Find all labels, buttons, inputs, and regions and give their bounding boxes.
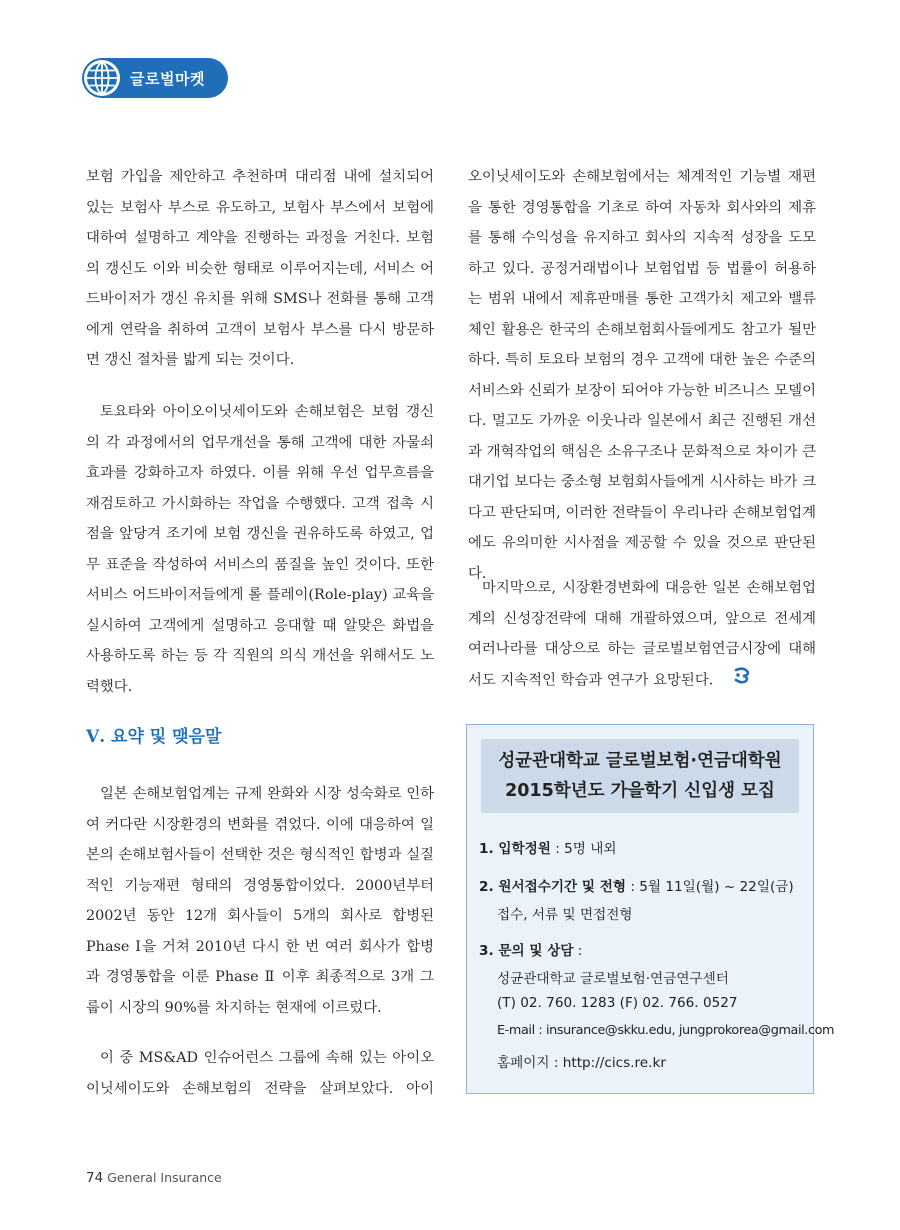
paragraph: 일본 손해보험업계는 규제 완화와 시장 성숙화로 인하여 커다란 시장환경의 변화를 겪었다. 이에 대응하여 일본의 손해보험사들이 선택한 것은 형식적인 합병과 실질적인 기능재편 형태의 경영통합이었다. 2000년부터 2002년 동안 12개 회사들이 5개의 회사로 합병된 Phase Ⅰ을 거쳐 2010년 다시 한 번 여러 회사가 합병과 경영통합을 이룬 Phase Ⅱ 이후 최종적으로 3개 그룹이 시장의 90%를 차지하는 현재에 이르렀다. [86, 786, 434, 1016]
paragraph: 토요타와 아이오이닛세이도와 손해보험은 보험 갱신의 각 과정에서의 업무개선을 통해 고객에 대한 자물쇠 효과를 강화하고자 하였다. 이를 위해 우선 업무흐름을 재검토하고 가시화하는 작업을 수행했다. 고객 접촉 시점을 앞당겨 조기에 보험 갱신을 권유하도록 하였고, 업무 표준을 작성하여 서비스의 품질을 높인 것이다. 또한 서비스 어드바이저들에게 롤 플레이(Role-play) 교육을 실시하여 고객에게 설명하고 응대할 때 알맞은 화법을 사용하도록 하는 등 각 직원의 의식 개선을 위해서도 노력했다. [86, 404, 434, 695]
paragraph: 이 중 MS&AD 인슈어런스 그룹에 속해 있는 아이오이닛세이도와 손해보험의 전략을 살펴보았다. 아이 [86, 1050, 434, 1097]
admission-notice-box [466, 724, 835, 1094]
paragraph-text: 마지막으로, 시장환경변화에 대응한 일본 손해보험업계의 신성장전략에 대해 개괄하였으며, 앞으로 전세계 여러나라를 대상으로 하는 글로벌보험연금시장에 대해서도 지속적인 학습과 연구가 요망된다. [468, 580, 816, 688]
notice-item-sub: 접수, 서류 및 면접전형 [497, 907, 633, 923]
end-mark-icon [719, 665, 753, 696]
section-badge-label: 글로벌마켓 [130, 69, 205, 88]
contact-homepage: 홈페이지 : http://cics.re.kr [497, 1055, 666, 1071]
notice-title-line2: 2015학년도 가을학기 신입생 모집 [505, 781, 775, 801]
notice-item-value: : 5명 내외 [550, 841, 617, 857]
notice-title [481, 739, 799, 813]
section-heading: Ⅴ. 요약 및 맺음말 [86, 727, 222, 747]
globe-icon [80, 56, 124, 100]
paragraph: 오이닛세이도와 손해보험에서는 체계적인 기능별 재편을 통한 경영통합을 기초로 하여 자동차 회사와의 제휴를 통해 수익성을 유지하고 회사의 지속적 성장을 도모하고 있다. 공정거래법이나 보험업법 등 법률이 허용하는 범위 내에서 제휴판매를 통한 고객가치 제고와 밸류 체인 활용은 한국의 손해보험회사들에게도 참고가 될만하다. 특히 토요타 보험의 경우 고객에 대한 높은 수준의 서비스와 신뢰가 보장이 되어야 가능한 비즈니스 모델이다. 멀고도 가까운 이웃나라 일본에서 최근 진행된 개선과 개혁작업의 핵심은 소유구조나 문화적으로 차이가 큰 대기업 보다는 중소형 보험회사들에게 시사하는 바가 크다고 판단되며, 이러한 전략들이 우리나라 손해보험업계에도 유의미한 시사점을 제공할 수 있을 것으로 판단된다. [468, 169, 816, 582]
notice-item-period [479, 875, 794, 895]
notice-item-label: 3. 문의 및 상담 [479, 943, 574, 959]
notice-item-label: 1. 입학정원 [479, 841, 551, 857]
section-badge [82, 58, 228, 98]
notice-item-capacity [479, 837, 616, 857]
contact-phone: (T) 02. 760. 1283 (F) 02. 766. 0527 [497, 995, 738, 1011]
notice-title-line1: 성균관대학교 글로벌보험·연금대학원 [498, 751, 782, 771]
page-number: 74 [86, 1170, 104, 1186]
notice-item-label: 2. 원서접수기간 및 전형 [479, 879, 627, 895]
publication-name: General Insurance [107, 1170, 222, 1185]
notice-item-value: : [573, 943, 583, 959]
paragraph: 보험 가입을 제안하고 추천하며 대리점 내에 설치되어 있는 보험사 부스로 유도하고, 보험사 부스에서 보험에 대하여 설명하고 계약을 진행하는 과정을 거친다. 보험의 갱신도 이와 비슷한 형태로 이루어지는데, 서비스 어드바이저가 갱신 유치를 위해 SMS나 전화를 통해 고객에게 연락을 취하여 고객이 보험사 부스를 다시 방문하면 갱신 절차를 밟게 되는 것이다. [86, 169, 434, 368]
contact-organization: 성균관대학교 글로벌보험·연금연구센터 [497, 971, 729, 987]
notice-item-value: : 5월 11일(월) ~ 22일(금) [626, 879, 794, 895]
page-footer [86, 1170, 222, 1186]
paragraph [468, 573, 816, 695]
contact-email: E-mail : insurance@skku.edu, jungprokorea@gmail.com [497, 1023, 835, 1038]
notice-item-contact [479, 939, 582, 959]
